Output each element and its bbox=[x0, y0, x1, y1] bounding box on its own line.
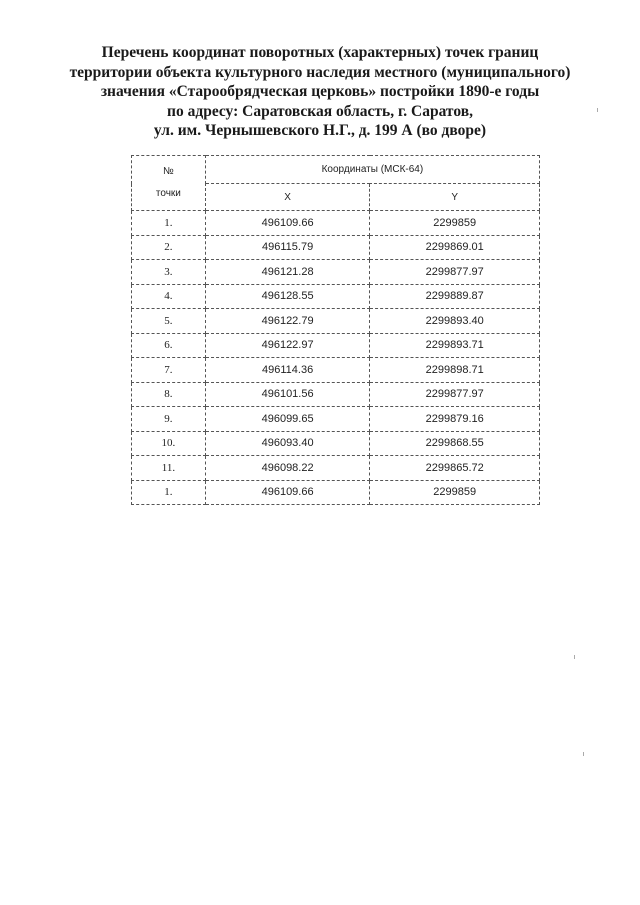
table-row bbox=[132, 284, 540, 309]
table-row bbox=[132, 358, 540, 383]
point-number-cell: 2. bbox=[132, 235, 206, 260]
y-coordinate-cell: 2299877.97 bbox=[370, 260, 540, 285]
scan-speck bbox=[574, 655, 575, 659]
y-coordinate-cell: 2299879.16 bbox=[370, 407, 540, 432]
y-coordinate-cell: 2299893.71 bbox=[370, 333, 540, 358]
scan-speck bbox=[597, 108, 598, 112]
point-number-cell: 9. bbox=[132, 407, 206, 432]
coordinates-table bbox=[131, 155, 540, 505]
table-row bbox=[132, 260, 540, 285]
table-row bbox=[132, 407, 540, 432]
x-column-header: X bbox=[205, 184, 370, 211]
point-number-cell: 5. bbox=[132, 309, 206, 334]
x-coordinate-cell: 496099.65 bbox=[205, 407, 370, 432]
x-coordinate-cell: 496115.79 bbox=[205, 235, 370, 260]
point-number-header-line1: № bbox=[163, 166, 174, 177]
point-number-cell: 1. bbox=[132, 480, 206, 505]
title-line-3: значения «Старообрядческая церковь» постройки 1890-е годы bbox=[100, 83, 540, 100]
title-line-2: территории объекта культурного наследия местного (муниципального) bbox=[69, 63, 571, 81]
table-row bbox=[132, 211, 540, 236]
point-number-cell: 8. bbox=[132, 382, 206, 407]
y-coordinate-cell: 2299859 bbox=[370, 480, 540, 505]
x-coordinate-cell: 496093.40 bbox=[205, 431, 370, 456]
scan-speck bbox=[583, 752, 584, 756]
y-coordinate-cell: 2299898.71 bbox=[370, 358, 540, 383]
y-coordinate-cell: 2299893.40 bbox=[370, 309, 540, 334]
table-row bbox=[132, 333, 540, 358]
table-row bbox=[132, 309, 540, 334]
table-row bbox=[132, 382, 540, 407]
document-title bbox=[40, 43, 600, 141]
x-coordinate-cell: 496114.36 bbox=[205, 358, 370, 383]
y-coordinate-cell: 2299877.97 bbox=[370, 382, 540, 407]
x-coordinate-cell: 496121.28 bbox=[205, 260, 370, 285]
x-coordinate-cell: 496122.97 bbox=[205, 333, 370, 358]
point-number-cell: 6. bbox=[132, 333, 206, 358]
y-coordinate-cell: 2299859 bbox=[370, 211, 540, 236]
table-row bbox=[132, 235, 540, 260]
title-line-4: по адресу: Саратовская область, г. Саратов, bbox=[167, 102, 473, 120]
x-coordinate-cell: 496098.22 bbox=[205, 456, 370, 481]
y-coordinate-cell: 2299868.55 bbox=[370, 431, 540, 456]
title-line-5: ул. им. Чернышевского Н.Г., д. 199 А (во дворе) bbox=[153, 122, 487, 139]
point-number-header bbox=[132, 156, 206, 211]
title-line-1: Перечень координат поворотных (характерных) точек границ bbox=[101, 44, 539, 61]
point-number-cell: 1. bbox=[132, 211, 206, 236]
y-coordinate-cell: 2299865.72 bbox=[370, 456, 540, 481]
point-number-header-line2: точки bbox=[155, 188, 181, 199]
y-coordinate-cell: 2299889.87 bbox=[370, 284, 540, 309]
x-coordinate-cell: 496128.55 bbox=[205, 284, 370, 309]
x-coordinate-cell: 496122.79 bbox=[205, 309, 370, 334]
point-number-cell: 7. bbox=[132, 358, 206, 383]
coordinates-group-header: Координаты (МСК-64) bbox=[205, 156, 539, 184]
y-column-header: Y bbox=[370, 184, 540, 211]
x-coordinate-cell: 496101.56 bbox=[205, 382, 370, 407]
point-number-cell: 11. bbox=[132, 456, 206, 481]
y-coordinate-cell: 2299869.01 bbox=[370, 235, 540, 260]
point-number-cell: 10. bbox=[132, 431, 206, 456]
table-row bbox=[132, 480, 540, 505]
table-row bbox=[132, 456, 540, 481]
x-coordinate-cell: 496109.66 bbox=[205, 211, 370, 236]
point-number-cell: 4. bbox=[132, 284, 206, 309]
point-number-cell: 3. bbox=[132, 260, 206, 285]
table-row bbox=[132, 431, 540, 456]
x-coordinate-cell: 496109.66 bbox=[205, 480, 370, 505]
